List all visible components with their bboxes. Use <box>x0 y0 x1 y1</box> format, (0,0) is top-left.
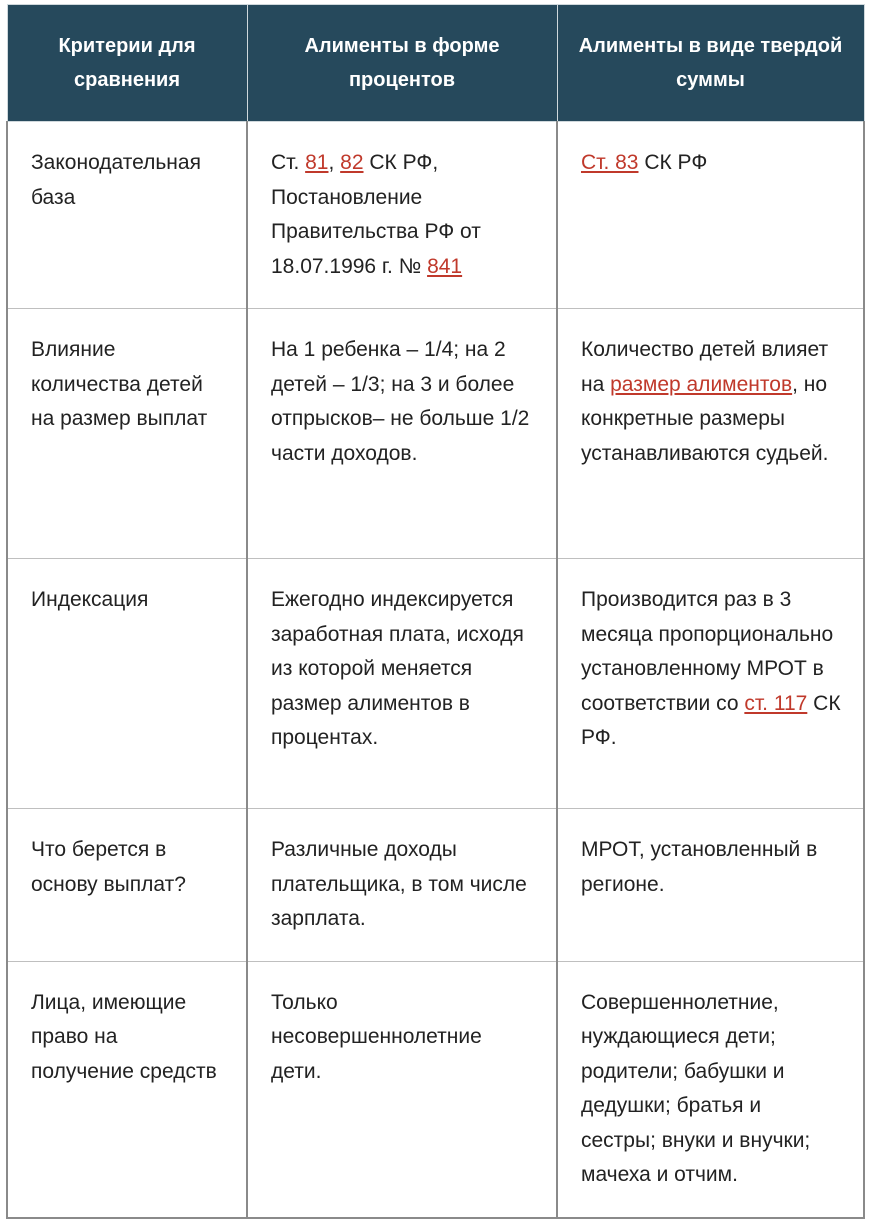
cell-text: , но конкретные размеры устанавливаются судьей. <box>581 372 829 465</box>
criterion-cell: Индексация <box>7 559 247 809</box>
fixed-cell <box>557 122 864 309</box>
fixed-cell <box>557 559 864 809</box>
fixed-cell: Совершеннолетние, нуждающиеся дети; родители; бабушки и дедушки; братья и сестры; внуки и внучки; мачеха и отчим. <box>557 961 864 1218</box>
alimony-comparison-table <box>6 4 865 1219</box>
percent-cell: Только несовершеннолетние дети. <box>247 961 557 1218</box>
criterion-cell: Влияние количества детей на размер выплат <box>7 309 247 559</box>
article-82-link[interactable]: 82 <box>340 151 364 174</box>
article-83-link[interactable]: Ст. 83 <box>581 151 639 174</box>
resolution-841-link[interactable]: 841 <box>427 254 463 278</box>
percent-cell <box>247 122 557 309</box>
article-81-link[interactable]: 81 <box>305 151 329 174</box>
header-fixed: Алименты в виде твердой суммы <box>557 5 864 122</box>
alimony-size-link[interactable]: размер алиментов <box>610 372 793 396</box>
table-row <box>7 809 864 962</box>
table-row <box>7 961 864 1218</box>
table-row <box>7 309 864 559</box>
table-row <box>7 559 864 809</box>
header-criteria: Критерии для сравнения <box>7 5 247 122</box>
fixed-cell <box>557 309 864 559</box>
cell-text: СК РФ. <box>581 691 841 749</box>
table-row <box>7 122 864 309</box>
percent-cell: Различные доходы плательщика, в том числе зарплата. <box>247 809 557 962</box>
article-117-link[interactable]: ст. 117 <box>744 691 808 715</box>
percent-cell: На 1 ребенка – 1/4; на 2 детей – 1/3; на 3 и более отпрысков– не больше 1/2 части доходов. <box>247 309 557 559</box>
cell-text: Количество детей влияет на <box>581 338 829 396</box>
percent-cell: Ежегодно индексируется заработная плата, исходя из которой меняется размер алиментов в процентах. <box>247 559 557 809</box>
criterion-cell: Что берется в основу выплат? <box>7 809 247 962</box>
criterion-cell: Лица, имеющие право на получение средств <box>7 961 247 1218</box>
table-header-row <box>7 5 864 122</box>
header-percent: Алименты в форме процентов <box>247 5 557 122</box>
cell-text: СК РФ <box>638 151 708 174</box>
fixed-cell: МРОТ, установленный в регионе. <box>557 809 864 962</box>
cell-text: Ст. <box>271 151 306 174</box>
cell-text: СК РФ, Постановление Правительства РФ от 18.07.1996 г. № <box>271 151 481 278</box>
comparison-table-container <box>6 4 863 1219</box>
cell-text: Производится раз в 3 месяца пропорционально установленному МРОТ в соответствии со <box>581 588 834 715</box>
criterion-cell: Законодательная база <box>7 122 247 309</box>
cell-text: , <box>328 151 341 174</box>
